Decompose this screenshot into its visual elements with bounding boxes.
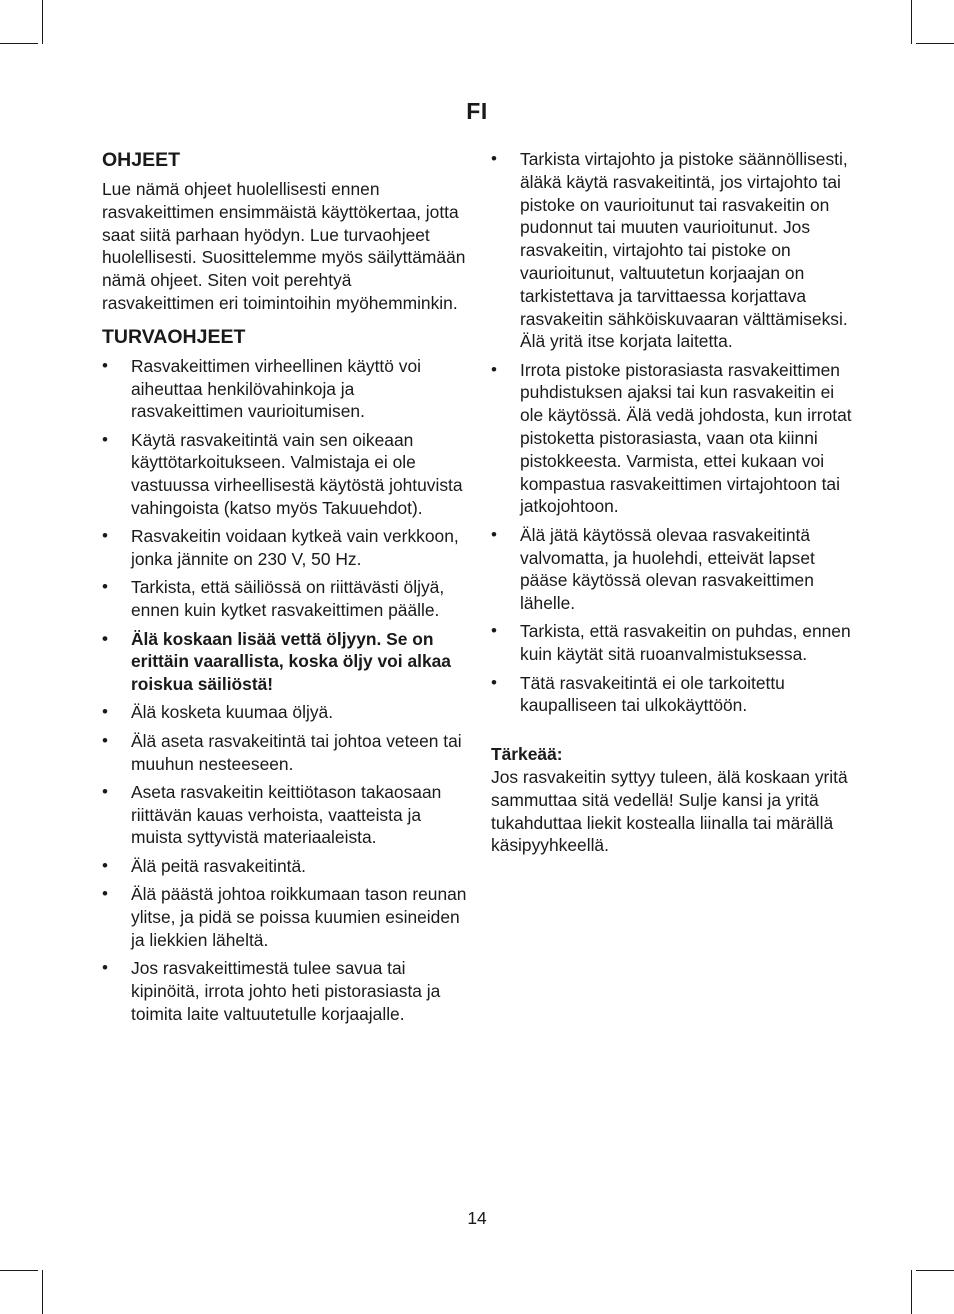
left-column [102,148,467,1031]
list-item: • Tätä rasvakeitintä ei ole tarkoitettu kaupalliseen tai ulkokäyttöön. [491,672,856,718]
crop-mark [42,1270,43,1314]
safety-list-left [102,355,467,1026]
crop-mark [911,0,912,44]
list-item: • Älä jätä käytössä olevaa rasvakeitintä valvomatta, ja huolehdi, etteivät lapset pääse käytössä olevan rasvakeittimen lähelle. [491,524,856,615]
intro-paragraph: Lue nämä ohjeet huolellisesti ennen rasvakeittimen ensimmäistä käyttökertaa, jotta saat siitä parhaan hyödyn. Lue turvaohjeet huolellisesti. Suosittelemme myös säilyttämään nämä ohjeet. Siten voit perehtyä rasvakeittimen eri toimintoihin myöhemminkin. [102,179,466,313]
language-heading: FI [466,98,488,124]
crop-mark [0,43,38,44]
crop-mark [0,1270,38,1271]
list-item: • Älä aseta rasvakeitintä tai johtoa veteen tai muuhun nesteeseen. [102,730,467,776]
list-item-warning: • Älä koskaan lisää vettä öljyyn. Se on erittäin vaarallista, koska öljy voi alkaa roiskua säiliöstä! [102,628,467,696]
list-item: • Tarkista, että rasvakeitin on puhdas, ennen kuin käytät sitä ruoanvalmistuksessa. [491,620,856,666]
list-item: • Käytä rasvakeitintä vain sen oikeaan käyttötarkoitukseen. Valmistaja ei ole vastuussa virheellisestä käytöstä johtuvista vahingoista (katso myös Takuuehdot). [102,429,467,520]
list-item: • Älä päästä johtoa roikkumaan tason reunan ylitse, ja pidä se poissa kuumien esineiden ja liekkien läheltä. [102,883,467,951]
section-title-ohjeet: OHJEET [102,149,181,171]
crop-mark [916,43,954,44]
right-column [491,148,856,857]
list-item: • Tarkista, että säiliössä on riittävästi öljyä, ennen kuin kytket rasvakeittimen päälle. [102,576,467,622]
crop-mark [916,1270,954,1271]
list-item: • Älä peitä rasvakeitintä. [102,855,467,878]
safety-list-right [491,148,856,717]
crop-mark [42,0,43,44]
important-paragraph: Jos rasvakeitin syttyy tuleen, älä koskaan yritä sammuttaa sitä vedellä! Sulje kansi ja yritä tukahduttaa liekit kostealla liinalla tai märällä käsipyyhkeellä. [491,766,848,856]
list-item: • Aseta rasvakeitin keittiötason takaosaan riittävän kauas verhoista, vaatteista ja muista syttyvistä materiaaleista. [102,781,467,849]
section-title-turvaohjeet: TURVAOHJEET [102,325,246,348]
list-item: • Jos rasvakeittimestä tulee savua tai kipinöitä, irrota johto heti pistorasiasta ja toimita laite valtuutetulle korjaajalle. [102,957,467,1025]
page-number: 14 [467,1208,487,1228]
important-heading: Tärkeää: [491,744,563,765]
list-item: • Rasvakeittimen virheellinen käyttö voi aiheuttaa henkilövahinkoja ja rasvakeittimen vaurioitumisen. [102,355,467,423]
list-item: • Tarkista virtajohto ja pistoke säännöllisesti, äläkä käytä rasvakeitintä, jos virtajohto tai pistoke on vaurioitunut tai rasvakeitin on pudonnut tai muuten vaurioitunut. Jos rasvakeitin, virtajohto tai pistoke on vaurioitunut, valtuutetun korjaajan on tarkistettava ja tarvittaessa korjattava rasvakeitin sähköiskuvaaran välttämiseksi. Älä yritä itse korjata laitetta. [491,148,856,353]
list-item: • Älä kosketa kuumaa öljyä. [102,701,467,724]
list-item: • Irrota pistoke pistorasiasta rasvakeittimen puhdistuksen ajaksi tai kun rasvakeitin ei ole käytössä. Älä vedä johdosta, kun irrotat pistoketta pistorasiasta, vaan ota kiinni pistokkeesta. Varmista, ettei kukaan voi kompastua rasvakeittimen virtajohtoon tai jatkojohtoon. [491,359,856,519]
crop-mark [911,1270,912,1314]
list-item: • Rasvakeitin voidaan kytkeä vain verkkoon, jonka jännite on 230 V, 50 Hz. [102,525,467,571]
